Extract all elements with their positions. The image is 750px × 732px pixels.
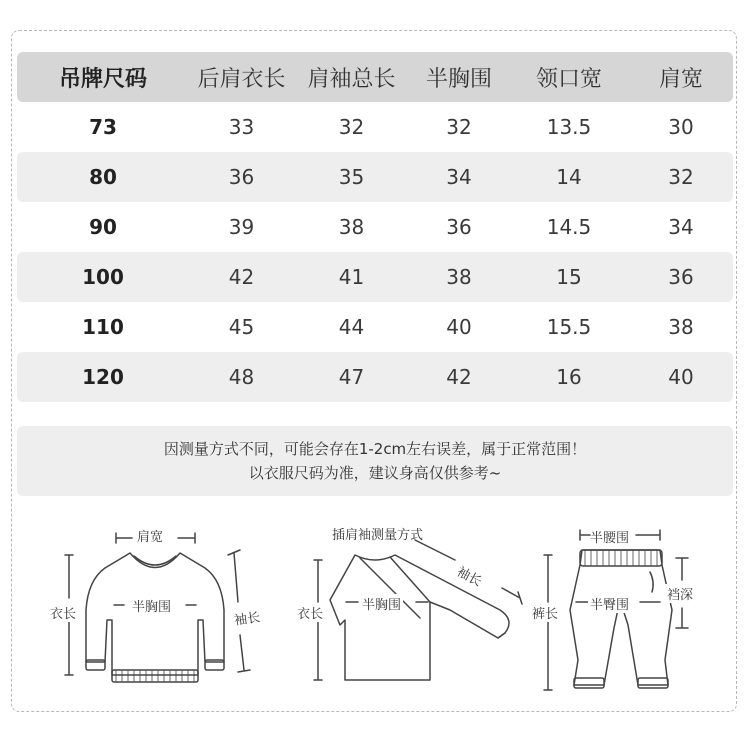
measurement-cell: 14.5	[546, 215, 592, 239]
table-row	[17, 302, 733, 352]
header-half-chest: 半胸围	[425, 66, 492, 92]
sweater-sleeve-label: 袖长	[231, 606, 263, 629]
size-tag-cell: 120	[82, 365, 124, 389]
measurement-cell: 39	[228, 215, 255, 239]
measurement-cell: 14	[556, 165, 582, 189]
table-row	[17, 102, 733, 152]
measurement-cell: 45	[228, 315, 255, 339]
pants-length-label: 裤长	[530, 603, 560, 622]
raglan-icon	[314, 540, 522, 680]
measurement-cell: 38	[338, 215, 365, 239]
header-size-tag: 吊牌尺码	[58, 66, 147, 92]
table-row	[17, 152, 733, 202]
measurement-cell: 44	[338, 315, 365, 339]
sweater-shoulder-label: 肩宽	[137, 530, 164, 545]
measurement-cell: 42	[446, 365, 472, 389]
measurement-cell: 34	[446, 165, 472, 189]
measurement-cell: 36	[228, 165, 255, 189]
note-line-2: 以衣服尺码为准，建议身高仅供参考~	[248, 464, 502, 482]
raglan-length-label: 衣长	[295, 603, 325, 622]
size-table	[17, 52, 733, 402]
measurement-cell: 48	[228, 365, 255, 389]
measurement-cell: 32	[668, 165, 694, 189]
size-tag-cell: 73	[89, 115, 117, 139]
measurement-cell: 32	[338, 115, 365, 139]
measurement-cell: 32	[446, 115, 472, 139]
pants-thigh-label: 半臀围	[588, 594, 631, 613]
measurement-cell: 30	[668, 115, 694, 139]
measurement-cell: 35	[338, 165, 365, 189]
size-tag-cell: 110	[82, 315, 124, 339]
measurement-cell: 33	[228, 115, 255, 139]
pants-rise-label: 裆深	[665, 584, 695, 603]
measurement-cell: 38	[446, 265, 472, 289]
sweater-chest-label: 半胸围	[130, 596, 173, 615]
raglan-chest-label: 半胸围	[360, 594, 403, 613]
size-tag-cell: 80	[89, 165, 117, 189]
header-sleeve-length: 肩袖总长	[307, 66, 396, 92]
measurement-cell: 36	[668, 265, 694, 289]
size-tag-cell: 90	[89, 215, 117, 239]
measurement-diagrams	[0, 510, 750, 710]
table-row	[17, 202, 733, 252]
measurement-cell: 41	[338, 265, 365, 289]
measurement-cell: 34	[668, 215, 694, 239]
header-back-length: 后肩衣长	[197, 66, 286, 92]
measurement-cell: 42	[228, 265, 255, 289]
measurement-cell: 36	[446, 215, 472, 239]
note-line-1: 因测量方式不同，可能会存在1-2cm左右误差，属于正常范围！	[163, 440, 587, 458]
header-neck-width: 领口宽	[535, 66, 602, 92]
pants-waist-label: 半腰围	[590, 531, 630, 546]
size-tag-cell: 100	[82, 265, 124, 289]
measurement-cell: 15.5	[546, 315, 592, 339]
table-header-row	[17, 52, 733, 102]
sweater-length-label: 衣长	[48, 603, 78, 622]
table-row	[17, 352, 733, 402]
measurement-cell: 40	[446, 315, 472, 339]
raglan-title: 插肩袖测量方式	[332, 528, 424, 543]
measurement-cell: 16	[556, 365, 582, 389]
measurement-cell: 40	[668, 365, 694, 389]
measurement-note	[17, 426, 733, 496]
table-row	[17, 252, 733, 302]
measurement-cell: 13.5	[546, 115, 592, 139]
measurement-cell: 47	[338, 365, 365, 389]
measurement-cell: 38	[668, 315, 694, 339]
raglan-sleeve-label: 袖长	[452, 560, 487, 591]
header-shoulder-width: 肩宽	[658, 66, 703, 92]
measurement-cell: 15	[556, 265, 582, 289]
